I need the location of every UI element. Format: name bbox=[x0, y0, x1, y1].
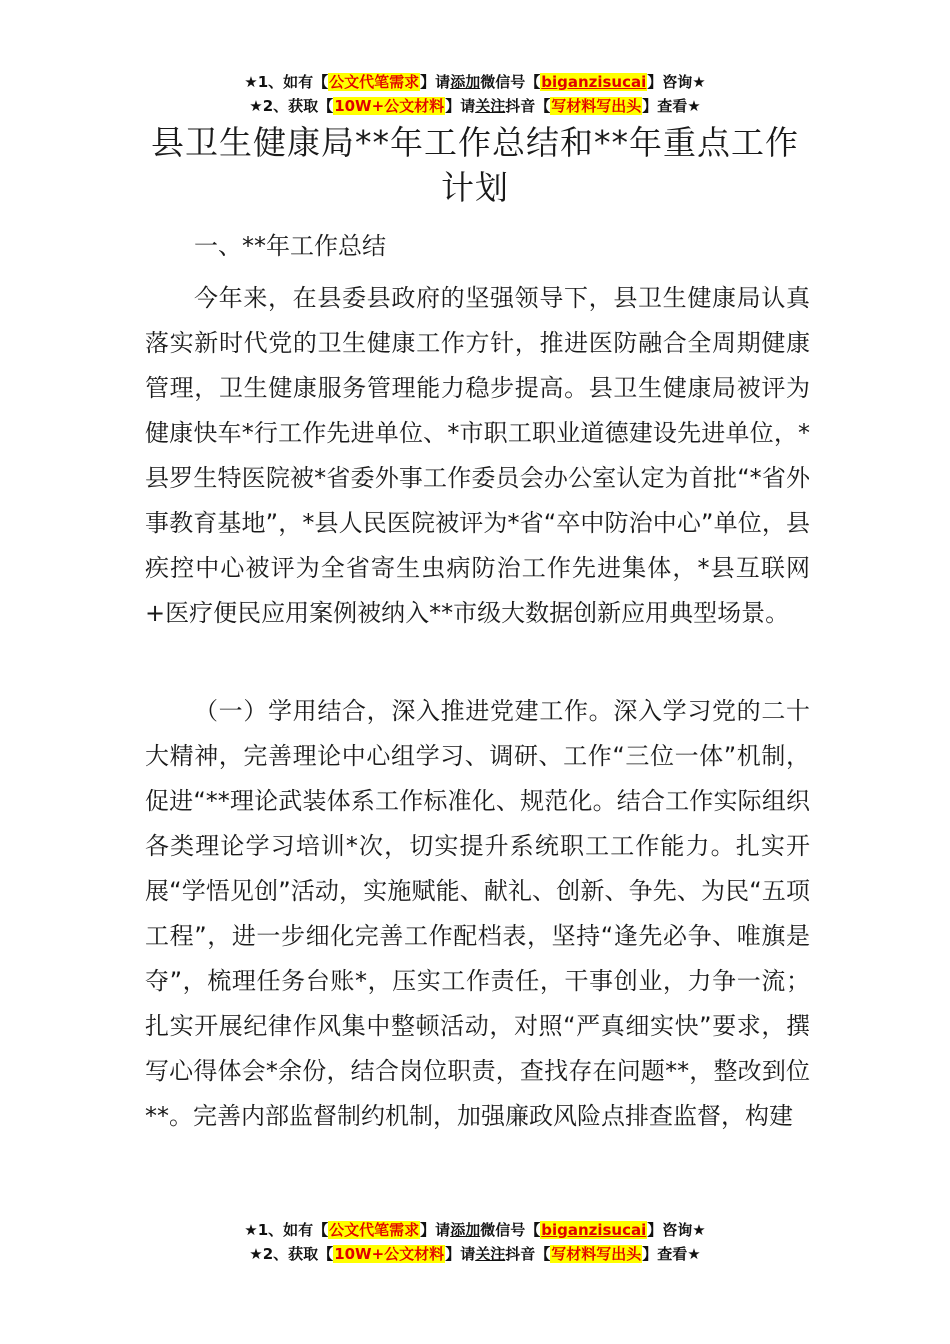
banner-highlight-materials: 10W+公文材料 bbox=[334, 97, 445, 115]
banner-highlight-service: 公文代笔需求 bbox=[329, 73, 420, 91]
section-heading: 一、**年工作总结 bbox=[194, 232, 386, 260]
paragraph-summary: 今年来，在县委县政府的坚强领导下，县卫生健康局认真落实新时代党的卫生健康工作方针，推进医防融合全周期健康管理，卫生健康服务管理能力稳步提高。县卫生健康局被评为健康快车*行工作先进单位、*市职工职业道德建设先进单位，*县罗生特医院被*省委外事工作委员会办公室认定为首批“*省外事教育基地”，*县人民医院被评为*省“卒中防治中心”单位，县疾控中心被评为全省寄生虫病防治工作先进集体，*县互联网+医疗便民应用案例被纳入**市级大数据创新应用典型场景。 bbox=[145, 284, 810, 627]
banner-wechat-id: biganzisucai bbox=[541, 1221, 647, 1239]
banner-highlight-materials: 10W+公文材料 bbox=[334, 1245, 445, 1263]
document-title: 县卫生健康局**年工作总结和**年重点工作计划 bbox=[151, 123, 799, 207]
banner-douyin-account: 写材料写出头 bbox=[551, 1245, 642, 1263]
banner-line-1: ★1、如有【公文代笔需求】请添加微信号【biganzisucai】咨询★ bbox=[244, 1221, 706, 1239]
paragraph-party-building: （一）学用结合，深入推进党建工作。深入学习党的二十大精神，完善理论中心组学习、调研、工作“三位一体”机制，促进“**理论武装体系工作标准化、规范化。结合工作实际组织各类理论学习培训*次，切实提升系统职工工作能力。扎实开展“学悟见创”活动，实施赋能、献礼、创新、争先、为民“五项工程”，进一步细化完善工作配档表，坚持“逢先必争、唯旗是夺”，梳理任务台账*，压实工作责任，干事创业，力争一流；扎实开展纪律作风集中整顿活动，对照“严真细实快”要求，撰写心得体会*余份，结合岗位职责，查找存在问题**，整改到位**。完善内部监督制约机制，加强廉政风险点排查监督，构建 bbox=[145, 697, 810, 1130]
footer-banner bbox=[0, 1218, 950, 1266]
banner-wechat-id: biganzisucai bbox=[541, 73, 647, 91]
banner-douyin-account: 写材料写出头 bbox=[551, 97, 642, 115]
header-banner bbox=[0, 70, 950, 118]
banner-line-2: ★2、获取【10W+公文材料】请关注抖音【写材料写出头】查看★ bbox=[249, 97, 701, 115]
banner-line-2: ★2、获取【10W+公文材料】请关注抖音【写材料写出头】查看★ bbox=[249, 1245, 701, 1263]
banner-line-1: ★1、如有【公文代笔需求】请添加微信号【biganzisucai】咨询★ bbox=[244, 73, 706, 91]
banner-highlight-service: 公文代笔需求 bbox=[329, 1221, 420, 1239]
